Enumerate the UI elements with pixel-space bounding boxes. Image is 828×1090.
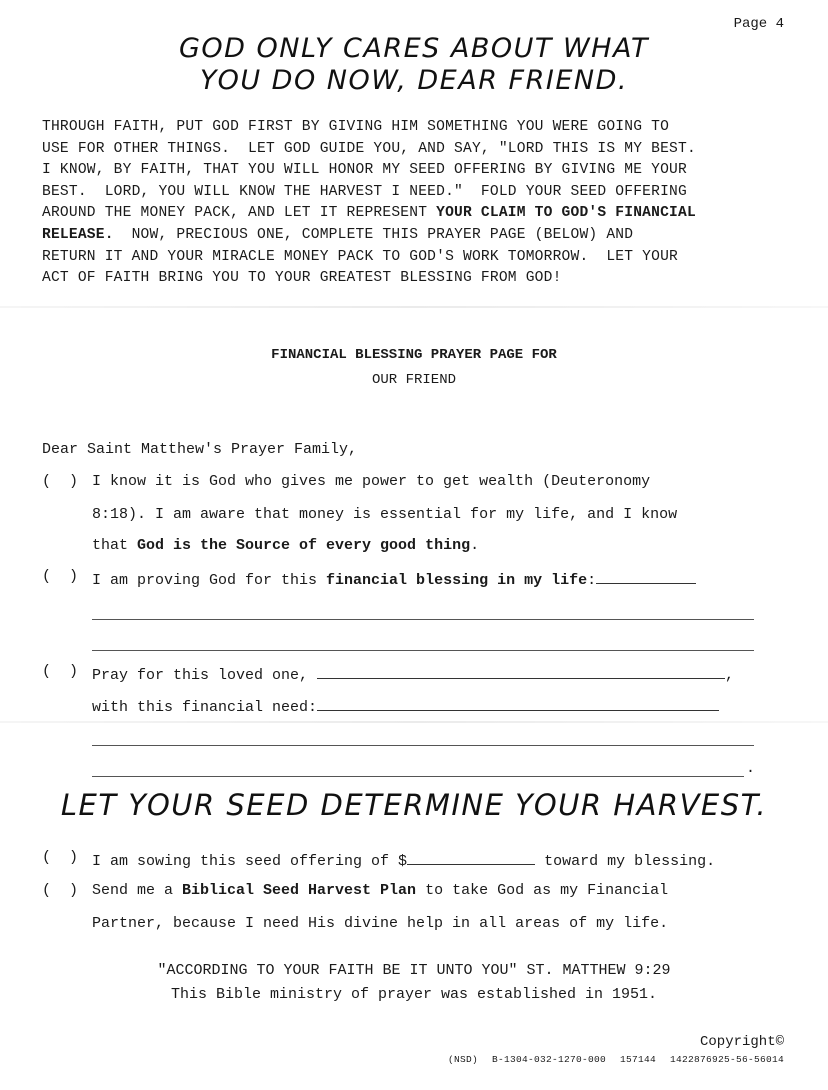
checkbox-3[interactable]: ( ): [42, 663, 79, 680]
seed-headline: LET YOUR SEED DETERMINE YOUR HARVEST.: [60, 788, 768, 822]
item-2-emphasis: financial blessing in my life: [326, 572, 588, 589]
item-5-emphasis: Biblical Seed Harvest Plan: [182, 882, 417, 899]
item-4-line: [92, 849, 715, 870]
intro-text: AROUND THE MONEY PACK, AND LET IT REPRESENT: [42, 205, 437, 222]
item-4-tail: toward my blessing.: [535, 853, 716, 870]
checkbox-5[interactable]: ( ): [42, 882, 79, 899]
item-2-colon: :: [587, 572, 597, 589]
item-2-text: I am proving God for this: [92, 572, 327, 589]
page-number: Page 4: [733, 16, 784, 32]
item-1-line-2: 8:18). I am aware that money is essential for my life, and I know: [92, 506, 678, 523]
financial-need-line[interactable]: [92, 776, 744, 777]
copyright-notice: Copyright©: [699, 1034, 784, 1050]
section-subtitle: OUR FRIEND: [371, 372, 456, 388]
seed-amount-line[interactable]: [407, 849, 535, 865]
intro-paragraph: [42, 117, 792, 290]
item-4-text: I am sowing this seed offering of $: [92, 853, 408, 870]
intro-line: USE FOR OTHER THINGS. LET GOD GUIDE YOU, AND SAY, "LORD THIS IS MY BEST.: [42, 140, 696, 157]
item-2-line: [92, 568, 696, 589]
blessing-write-in-line[interactable]: [92, 650, 754, 651]
scan-artifact: [0, 306, 828, 308]
section-title: FINANCIAL BLESSING PRAYER PAGE FOR: [271, 347, 557, 363]
intro-emphasis: YOUR CLAIM TO GOD'S FINANCIAL: [436, 205, 696, 222]
intro-line: RETURN IT AND YOUR MIRACLE MONEY PACK TO GOD'S WORK TOMORROW. LET YOUR: [42, 248, 678, 265]
scripture-quote: "ACCORDING TO YOUR FAITH BE IT UNTO YOU" ST. MATTHEW 9:29: [157, 962, 671, 979]
intro-line: I KNOW, BY FAITH, THAT YOU WILL HONOR MY SEED OFFERING BY GIVING ME YOUR: [42, 162, 687, 179]
intro-line: BEST. LORD, YOU WILL KNOW THE HARVEST I NEED." FOLD YOUR SEED OFFERING: [42, 183, 687, 200]
intro-line: [42, 203, 792, 225]
intro-text: NOW, PRECIOUS ONE, COMPLETE THIS PRAYER PAGE (BELOW) AND: [113, 226, 634, 243]
checkbox-4[interactable]: ( ): [42, 849, 79, 866]
item-1-line-1: I know it is God who gives me power to get wealth (Deuteronomy: [92, 473, 651, 490]
financial-need-line[interactable]: [317, 695, 719, 711]
item-5-line-2: Partner, because I need His divine help in all areas of my life.: [92, 915, 669, 932]
intro-emphasis: RELEASE.: [42, 226, 114, 243]
checkbox-1[interactable]: ( ): [42, 473, 79, 490]
headline-line-2: YOU DO NOW, DEAR FRIEND.: [200, 65, 628, 96]
headline-line-1: GOD ONLY CARES ABOUT WHAT: [179, 33, 649, 64]
item-1-period: .: [470, 537, 480, 554]
checkbox-2[interactable]: ( ): [42, 568, 79, 585]
blessing-write-in-line[interactable]: [596, 568, 696, 584]
item-3-need-label: with this financial need:: [92, 699, 318, 716]
item-3-text: Pray for this loved one,: [92, 667, 318, 684]
item-3-comma: ,: [725, 667, 735, 684]
item-5-text: to take God as my Financial: [416, 882, 669, 899]
financial-need-line[interactable]: [92, 745, 754, 746]
item-5-line-1: [92, 882, 668, 899]
item-1-emphasis: God is the Source of every good thing: [137, 537, 471, 554]
item-1-text: that: [92, 537, 138, 554]
item-1-line-3: [92, 537, 479, 554]
intro-line: ACT OF FAITH BRING YOU TO YOUR GREATEST BLESSING FROM GOD!: [42, 270, 562, 287]
greeting: Dear Saint Matthew's Prayer Family,: [42, 441, 358, 458]
reference-codes: (NSD) B-1304-032-1270-000 157144 1422876925-56-56014: [447, 1054, 784, 1065]
scan-artifact: [0, 721, 828, 723]
item-3-line-2: [92, 695, 719, 716]
item-3-period: .: [746, 760, 756, 777]
intro-line: [42, 225, 792, 247]
item-3-line-1: [92, 663, 734, 684]
ministry-established: This Bible ministry of prayer was established in 1951.: [170, 986, 658, 1003]
item-5-text: Send me a: [92, 882, 183, 899]
intro-line: THROUGH FAITH, PUT GOD FIRST BY GIVING HIM SOMETHING YOU WERE GOING TO: [42, 119, 670, 135]
blessing-write-in-line[interactable]: [92, 619, 754, 620]
loved-one-name-line[interactable]: [317, 663, 725, 679]
